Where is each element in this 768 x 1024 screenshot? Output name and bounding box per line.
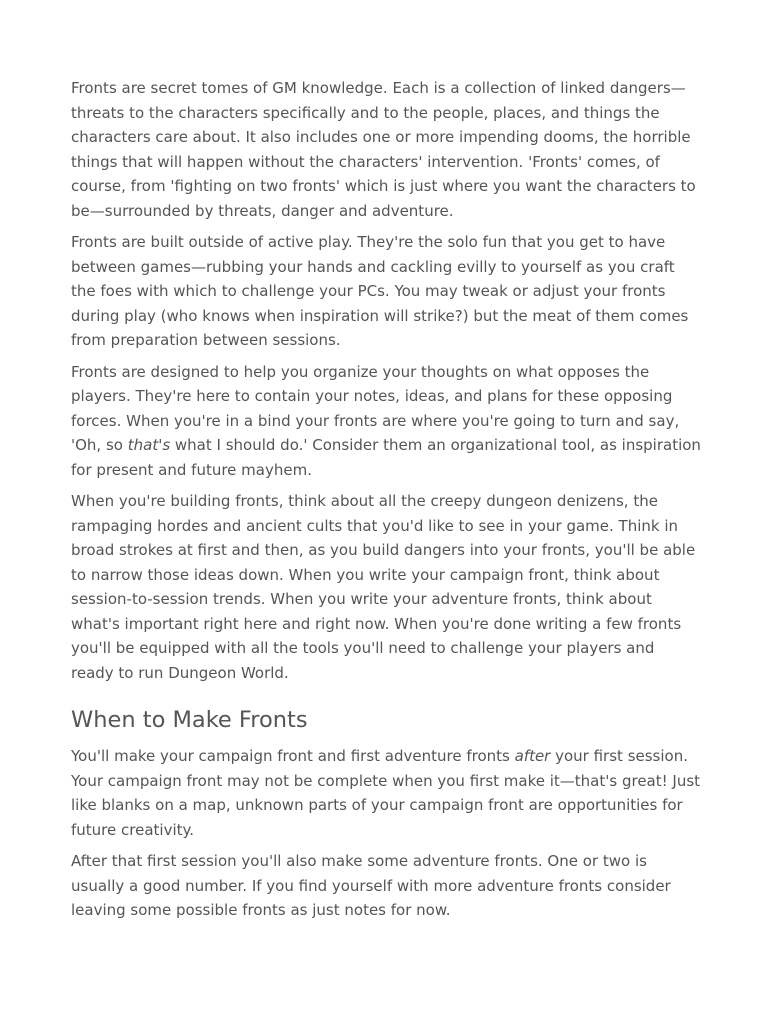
paragraph-built-outside-play: Fronts are built outside of active play. They're the solo fun that you get to have between games—rubbing your hands and cackling evilly to yourself as you craft the foes with which to challenge your PCs. You may tweak or adjust your fronts during play (who knows when inspiration will strike?) but the meat of them comes from preparation between sessions. (71, 233, 689, 349)
emphasis-text: that's (127, 436, 171, 454)
paragraph-designed-to-help (71, 360, 701, 483)
paragraph-adventure-fronts: After that first session you'll also make some adventure fronts. One or two is usually a good number. If you find yourself with more adventure fronts consider leaving some possible fronts as just notes for now. (71, 852, 671, 919)
article-body (71, 76, 701, 930)
emphasis-text: after (514, 747, 551, 765)
paragraph-campaign-front (71, 744, 701, 842)
paragraph-text: what I should do.' Consider them an organizational tool, as inspiration for present and future mayhem. (71, 436, 701, 479)
section-heading: When to Make Fronts (71, 707, 308, 733)
paragraph-intro: Fronts are secret tomes of GM knowledge. Each is a collection of linked dangers—threats to the characters specifically and to the people, places, and things the characters care about. It also includes one or more impending dooms, the horrible things that will happen without the characters' intervention. 'Fronts' comes, of course, from 'fighting on two fronts' which is just where you want the characters to be—surrounded by threats, danger and adventure. (71, 79, 696, 220)
paragraph-text: Fronts are designed to help you organize your thoughts on what opposes the players. They're here to contain your notes, ideas, and plans for these opposing forces. When you're in a bind your fronts are where you're going to turn and say, 'Oh, so (71, 362, 680, 454)
paragraph-text: You'll make your campaign front and first adventure fronts (71, 747, 515, 765)
paragraph-text: your first session. Your campaign front may not be complete when you first make it—that's great! Just like blanks on a map, unknown parts of your campaign front are opportunities for future creativity. (71, 747, 701, 839)
paragraph-building-fronts: When you're building fronts, think about all the creepy dungeon denizens, the rampaging hordes and ancient cults that you'd like to see in your game. Think in broad strokes at first and then, as you build dangers into your fronts, you'll be able to narrow those ideas down. When you write your campaign front, think about session-to-session trends. When you write your adventure fronts, think about what's important right here and right now. When you're done writing a few fronts you'll be equipped with all the tools you'll need to challenge your players and ready to run Dungeon World. (71, 492, 696, 682)
